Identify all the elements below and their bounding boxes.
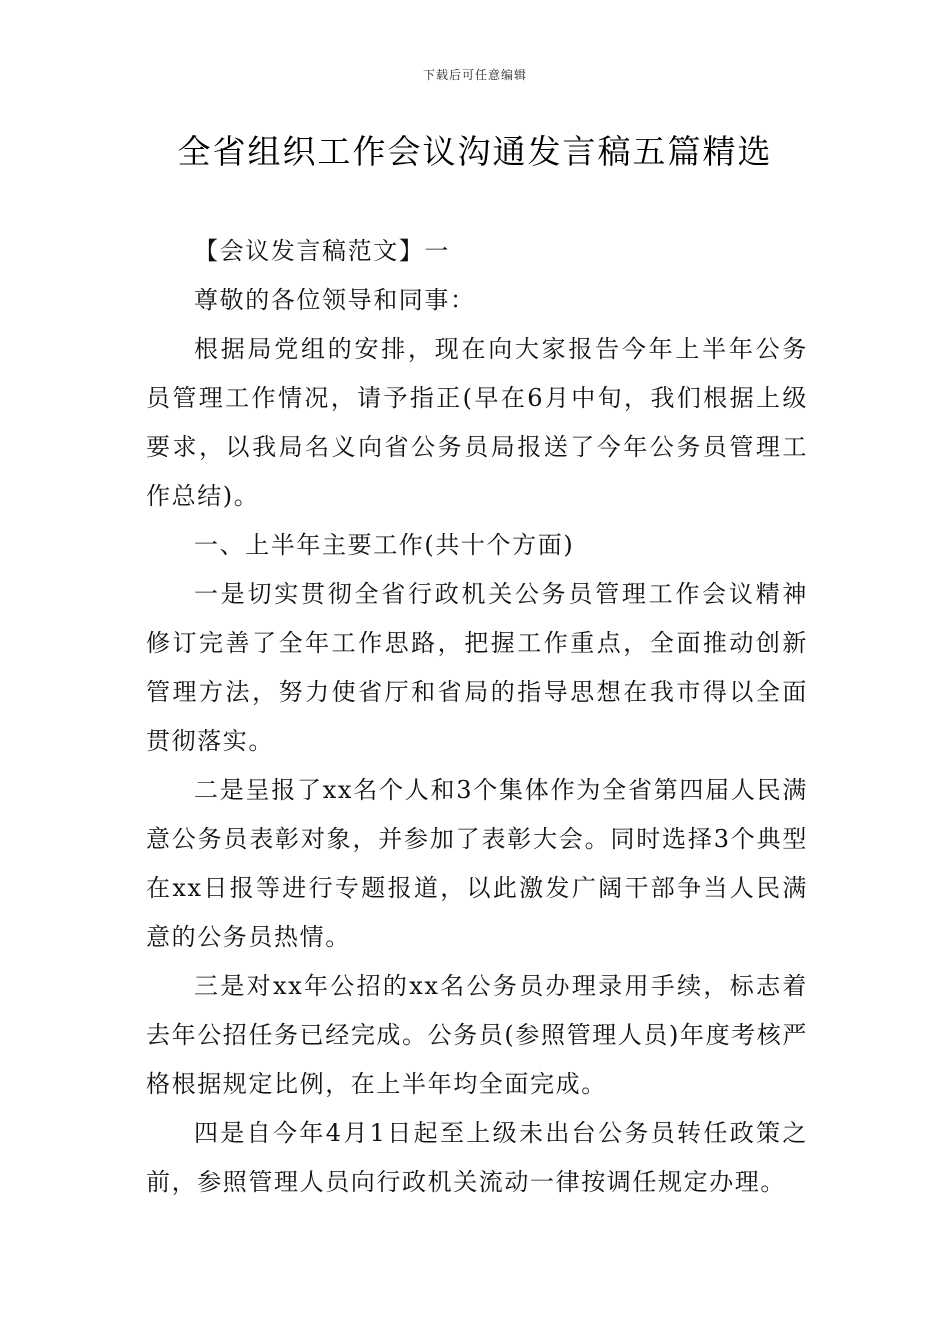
page-header-note: 下载后可任意编辑	[422, 68, 527, 82]
body-paragraph: 根据局党组的安排，现在向大家报告今年上半年公务员管理工作情况，请予指正(早在6月中旬，我们根据上级要求，以我局名义向省公务员局报送了今年公务员管理工作总结)。	[146, 335, 808, 510]
body-paragraph: 一是切实贯彻全省行政机关公务员管理工作会议精神修订完善了全年工作思路，把握工作重点，全面推动创新管理方法，努力使省厅和省局的指导思想在我市得以全面贯彻落实。	[146, 580, 808, 755]
document-body	[146, 227, 808, 1207]
subsection-heading: 一、上半年主要工作(共十个方面)	[194, 531, 575, 559]
document-title: 全省组织工作会议沟通发言稿五篇精选	[177, 132, 773, 171]
body-paragraph: 二是呈报了xx名个人和3个集体作为全省第四届人民满意公务员表彰对象，并参加了表彰大会。同时选择3个典型在xx日报等进行专题报道，以此激发广阔干部争当人民满意的公务员热情。	[146, 776, 808, 951]
salutation: 尊敬的各位领导和同事：	[194, 286, 476, 314]
body-paragraph: 三是对xx年公招的xx名公务员办理录用手续，标志着去年公招任务已经完成。公务员(参照管理人员)年度考核严格根据规定比例，在上半年均全面完成。	[146, 972, 808, 1098]
body-paragraph: 四是自今年4月1日起至上级未出台公务员转任政策之前，参照管理人员向行政机关流动一律按调任规定办理。	[146, 1119, 808, 1196]
section-heading: 【会议发言稿范文】一	[194, 237, 450, 265]
